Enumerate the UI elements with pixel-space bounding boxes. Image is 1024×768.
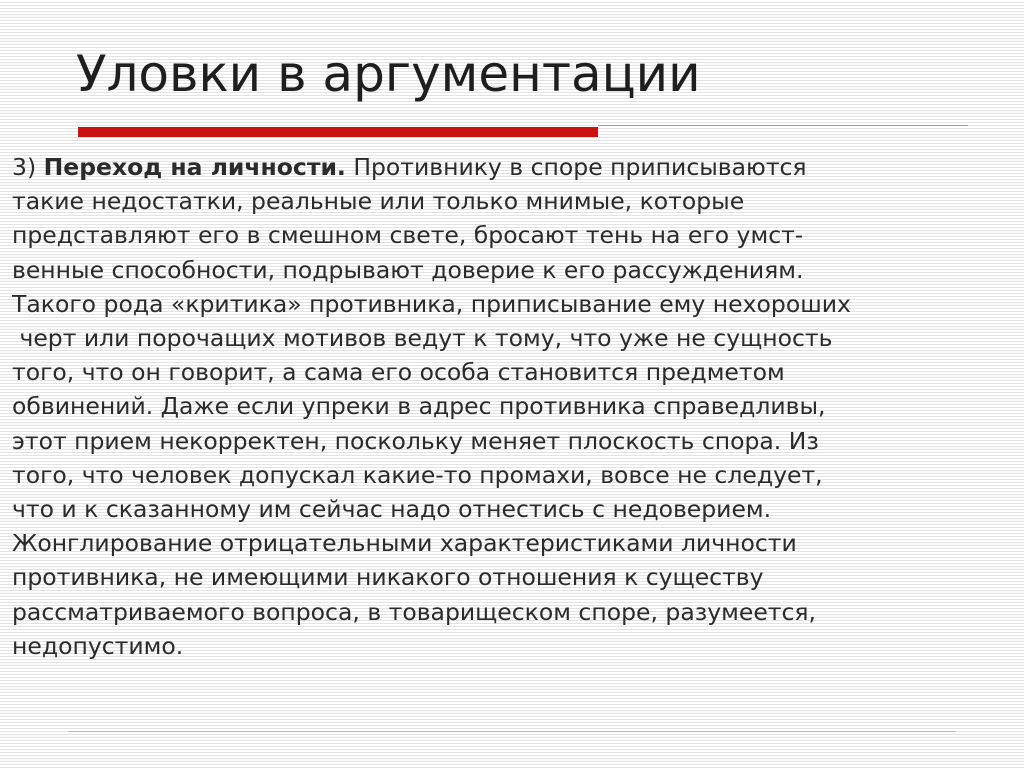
body-line-14: рассматриваемого вопроса, в товарищеском споре, разумеется,	[12, 597, 816, 626]
body-line-11: что и к сказанному им сейчас надо отнестись с недоверием.	[12, 495, 772, 524]
footer-divider	[68, 731, 956, 732]
body-line-3: представляют его в смешном свете, бросают тень на его умст-	[12, 221, 804, 250]
item-heading: Переход на личности.	[43, 153, 346, 181]
body-line-7: того, что он говорит, а сама его особа становится предметом	[12, 358, 785, 387]
body-line-8: обвинений. Даже если упреки в адрес противника справедливы,	[12, 392, 826, 421]
body-line-15: недопустимо.	[12, 631, 184, 660]
body-line-12: Жонглирование отрицательными характеристиками личности	[12, 529, 797, 558]
body-line-6: черт или порочащих мотивов ведут к тому, что уже не сущность	[12, 324, 833, 353]
body-line-2: такие недостатки, реальные или только мнимые, которые	[12, 187, 745, 216]
slide-body	[12, 150, 1012, 663]
item-number: 3)	[12, 153, 44, 181]
body-line-5: Такого рода «критика» противника, приписывание ему нехороших	[12, 289, 851, 318]
body-line-9: этот прием некорректен, поскольку меняет плоскость спора. Из	[12, 426, 819, 455]
body-line-13: противника, не имеющими никакого отношения к существу	[12, 563, 764, 592]
body-line-10: того, что человек допускал какие-то промахи, вовсе не следует,	[12, 460, 823, 489]
title-underline-thin	[598, 125, 968, 126]
slide-title: Уловки в аргументации	[76, 45, 701, 103]
body-line-4: венные способности, подрывают доверие к его рассуждениям.	[12, 255, 804, 284]
body-line-1	[12, 150, 1012, 184]
title-underline-accent	[78, 127, 598, 137]
body-line-text: Противнику в споре приписываются	[345, 153, 807, 181]
